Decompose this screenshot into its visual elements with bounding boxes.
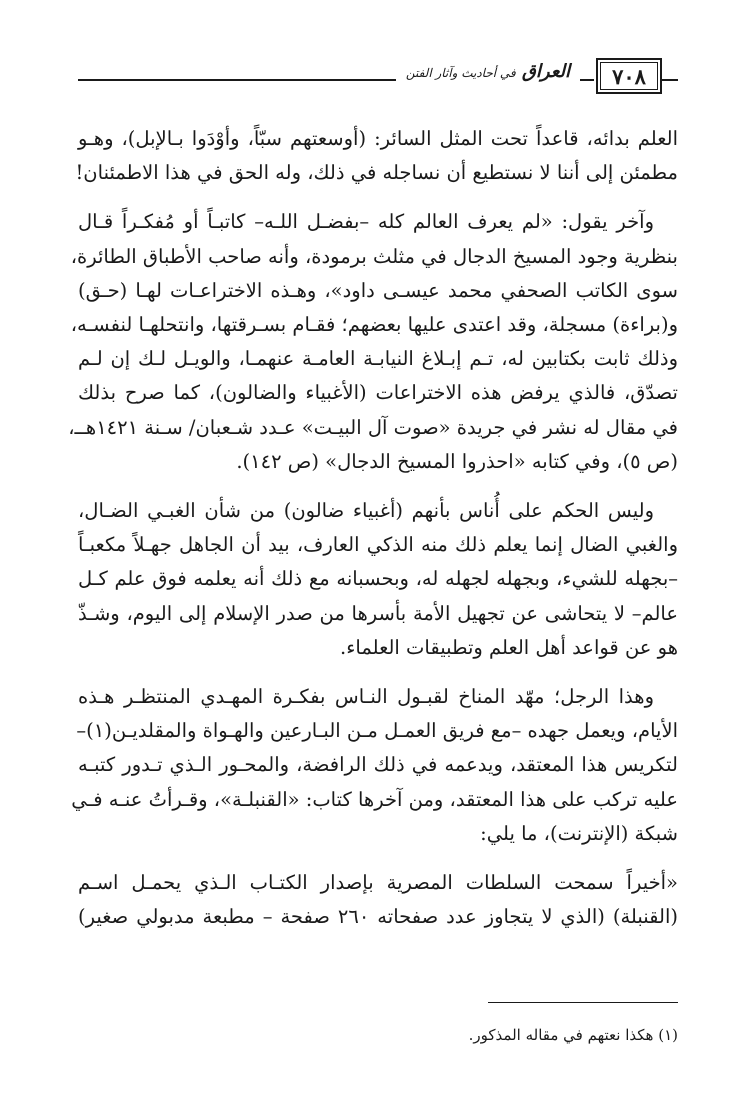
running-title-main: العراق — [521, 61, 570, 82]
text-line: العلم بدائه، قاعداً تحت المثل السائر: (أوسعتهم سبّاً، وأوْدَوا بـالإبل)، وهـو — [78, 127, 678, 150]
text-line: «أخيراً سمحت السلطات المصرية بإصدار الكتـاب الـذي يحمـل اسـم — [78, 871, 678, 895]
text-line: تصدّق، فالذي يرفض هذه الاختراعات (الأغبياء والضالون)، كما صرح بذلك — [78, 381, 678, 405]
text-line: وذلك ثابت بكتابين له، تـم إبـلاغ النيابـة العامـة عنهمـا، والويـل لـك إن لـم — [78, 347, 678, 371]
text-line: (ص ٥)، وفي كتابه «احذروا المسيخ الدجال» (ص ١٤٢). — [236, 449, 678, 473]
text-line: وليس الحكم على أُناس بأنهم (أغبياء ضالون) من شأن الغبـي الضـال، — [78, 499, 654, 523]
footnote-separator — [488, 1002, 678, 1003]
text-line: لتكريس هذا المعتقد، ويدعمه في ذلك الرافضة، والمحـور الـذي تـدور كتبـه — [78, 753, 678, 777]
text-line: و(براءة) مسجلة، وقد اعتدى عليها بعضهم؛ فقـام بسـرقتها، وانتحلهـا لنفسـه، — [70, 313, 678, 337]
paragraph-5 — [78, 866, 678, 934]
paragraph-3 — [78, 494, 678, 665]
text-line: شبكة (الإنترنت)، ما يلي: — [480, 821, 678, 845]
main-text — [68, 122, 678, 949]
running-title-sub: في أحاديث وآثار الفتن — [405, 66, 516, 80]
text-line: وهذا الرجل؛ مهّد المناخ لقبـول النـاس بفكـرة المهـدي المنتظـر هـذه — [78, 685, 654, 709]
page-number: ٧٠٨ — [600, 62, 658, 90]
footnote: (١) هكذا نعتهم في مقاله المذكور. — [468, 1026, 678, 1044]
text-line: مطمئن إلى أننا لا نستطيع أن نساجله في ذلك، وله الحق في هذا الاطمئنان! — [75, 161, 678, 185]
text-line: في مقال له نشر في جريدة «صوت آل البيـت» عـدد شـعبان/ سـنة ١٤٢١هــ، — [68, 415, 678, 439]
header-rule-right — [662, 79, 678, 81]
page-number-frame — [596, 58, 662, 94]
text-line: هو عن قواعد أهل العلم وتطبيقات العلماء. — [340, 635, 678, 659]
text-line: وآخر يقول: «لم يعرف العالم كله –بفضـل اللـه– كاتبـاً أو مُفكـراً قـال — [78, 210, 654, 234]
paragraph-2 — [68, 205, 678, 479]
text-line: سوى الكاتب الصحفي محمد عيسـى داود»، وهـذه الاختراعـات لهـا (حـق) — [78, 278, 678, 302]
text-line: (القنبلة) (الذي لا يتجاوز عدد صفحاته ٢٦٠ صفحة – مطبعة مدبولي صغير) — [78, 905, 678, 929]
text-line: والغبي الضال إنما يعلم ذلك منه الذكي العارف، بيد أن الجاهل جهـلاً مكعبـاً — [78, 533, 678, 557]
paragraph-4 — [71, 680, 678, 851]
text-line: عليه تركب على هذا المعتقد، ومن آخرها كتاب: «القنبلـة»، وقـرأتُ عنـه فـي — [71, 787, 678, 811]
paragraph-1 — [75, 122, 678, 190]
page-header — [78, 52, 678, 98]
text-line: عالم– لا يتحاشى عن تجهيل الأمة بأسرها من صدر الإسلام إلى اليوم، وشـذّ — [78, 601, 678, 625]
text-line: –بجهله للشيء، وبجهله لجهله له، وبحسبانه مع ذلك أنه يعلمه فوق علم كـل — [78, 567, 678, 591]
text-line: بنظرية وجود المسيخ الدجال في مثلث برمودة، وأنه صاحب الأطباق الطائرة، — [70, 244, 678, 268]
text-line: الأيام، ويعمل جهده –مع فريق العمـل مـن البـارعين والهـواة والمقلديـن(١)– — [76, 719, 678, 743]
running-title — [396, 60, 580, 85]
